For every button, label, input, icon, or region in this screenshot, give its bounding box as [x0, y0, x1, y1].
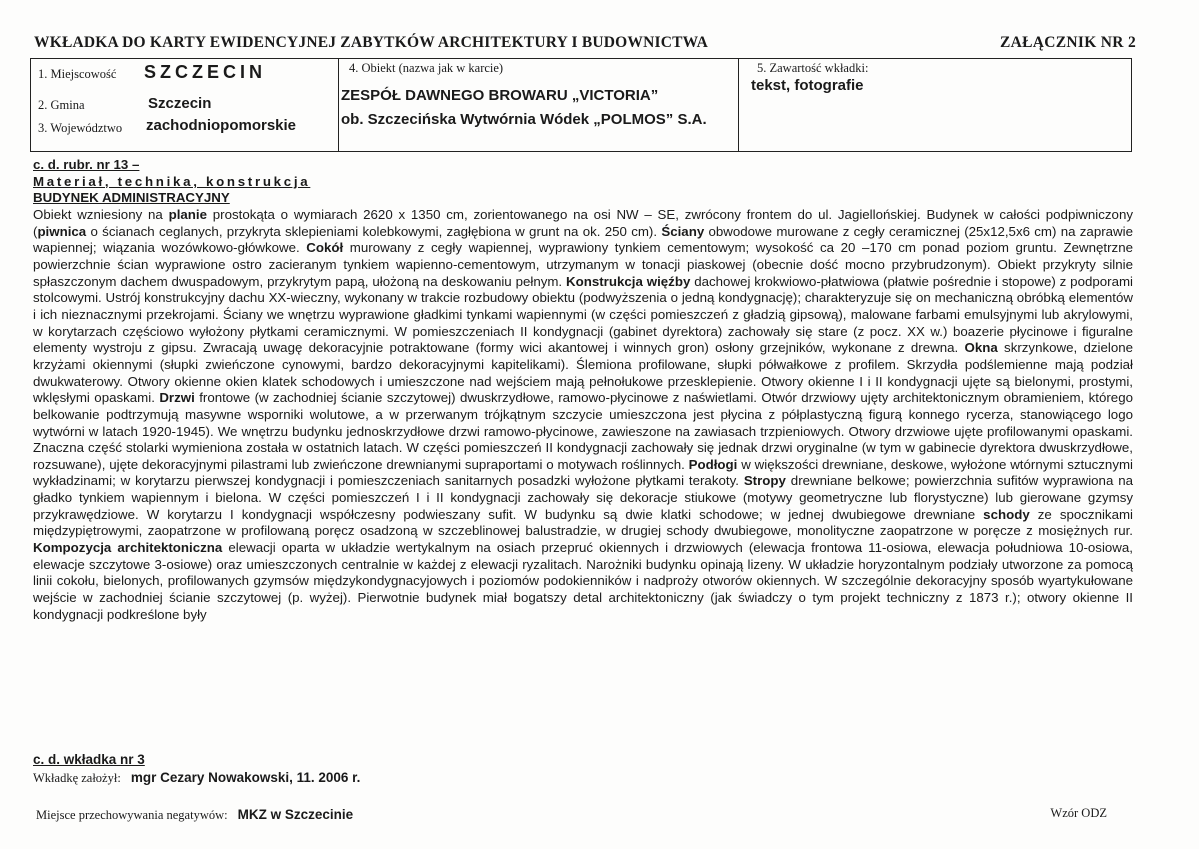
wojewodztwo-value: zachodniopomorskie [146, 117, 297, 134]
footer [33, 752, 1133, 787]
building-name: BUDYNEK ADMINISTRACYJNY [33, 190, 230, 206]
gmina-value: Szczecin [148, 95, 212, 112]
negatives-label: Miejsce przechowywania negatywów: [36, 808, 228, 822]
negatives-value: MKZ w Szczecinie [237, 807, 354, 822]
annex-number: ZAŁĄCZNIK NR 2 [1000, 34, 1136, 51]
author-label: Wkładkę założył: [33, 771, 121, 785]
table-divider [338, 59, 339, 151]
table-divider [738, 59, 739, 151]
object-sub: ob. Szczecińska Wytwórnia Wódek „POLMOS” S.A. [341, 111, 707, 128]
header-table [30, 58, 1132, 152]
object-label: 4. Obiekt (nazwa jak w karcie) [349, 61, 504, 75]
negatives-line [36, 806, 353, 824]
description-block [33, 157, 1133, 623]
miejscowosc-value: SZCZECIN [144, 62, 266, 82]
form-title: WKŁADKA DO KARTY EWIDENCYJNEJ ZABYTKÓW ARCHITEKTURY I BUDOWNICTWA [34, 34, 709, 51]
object-name: ZESPÓŁ DAWNEGO BROWARU „VICTORIA” [341, 87, 659, 104]
wojewodztwo-label: 3. Województwo [38, 121, 123, 135]
author-value: mgr Cezary Nowakowski, 11. 2006 r. [130, 770, 361, 785]
description-text: Obiekt wzniesiony na planie prostokąta o wymiarach 2620 x 1350 cm, zorientowanego na osi NW – SE, zwrócony frontem do ul. Jagiellońskiej. Budynek w całości podpiwniczony (piwnica o ścianach ceglanych, przykryta sklepieniami kolebkowymi, zagłębiona w grunt na ok. 250 cm). Ściany obwodowe murowane z cegły ceramicznej (25x12,5x6 cm) na zaprawie wapiennej; wiązania wozówkowo-główkowe. Cokół murowany z cegły wapiennej, wyprawiony tynkiem cementowym; wysokość ca 20 –170 cm ponad poziom gruntu. Zewnętrzne powierzchnie ścian wyprawione ostro zacieranym tynkiem wapienno-cementowym, utrzymanym w tonacji piaskowej (obecnie dość mocno przybrudzonym). Obiekt przykryty silnie spłaszczonym dachem dwuspadowym, przykrytym papą, ułożoną na deskowaniu pełnym. Konstrukcja więźby dachowej krokwiowo-płatwiowa (płatwie pośrednie i stopowe) z podporami stolcowymi. Ustrój konstrukcyjny dachu XX-wieczny, wykonany w trakcie rozbudowy obiektu (podwyższenia o jedną kondygnację); charakteryzuje się on mechaniczną obróbką elementów i ich nieznacznymi przekrojami. Ściany we wnętrzu wyprawione gładkimi tynkami wapiennymi (w części pomieszczeń z gładzią gipsową), malowane farbami emulsyjnymi lub akrylowymi, w korytarzach częściowo wyłożony płytkami ceramicznymi. W pomieszczeniach II kondygnacji (gabinet dyrektora) zachowały się stare (z pocz. XX w.) boazerie płycinowe i figuralne elementy wystroju z gipsu. Zwracają uwagę dekoracyjnie potraktowane (formy wici akantowej i winnych gron) osłony grzejników, wykonane z drewna. Okna skrzynkowe, dzielone krzyżami okiennymi (słupki zwieńczone cynowymi, bardzo dekoracyjnymi kapitelikami). Ślemiona profilowane, słupki półwałkowe z profilem. Skrzydła podślemienne mają podział dwukwaterowy. Otwory okienne okien klatek schodowych i umieszczone nad wejściem mają pełnołukowe przesklepienie. Otwory okienne I i II kondygnacji ujęte są bielonymi, prostymi, wklęsłymi opaskami. Drzwi frontowe (w zachodniej ścianie szczytowej) dwuskrzydłowe, ramowo-płycinowe z naświetlami. Otwór drzwiowy ujęty architektonicznym obramieniem, którego belkowanie podtrzymują masywne wsporniki wolutowe, a w przerwanym trójkątnym szczycie umieszczona jest płycina z półplastyczną figurą konnego rycerza, stanowiącego logo wytwórni w latach 1920-1945). We wnętrzu budynku jednoskrzydłowe drzwi ramowo-płycinowe, zawieszone na zawiasach trzpieniowych. Otwory drzwiowe ujęte profilowanymi opaskami. Znaczna część stolarki wymieniona została w ostatnich latach. W części pomieszczeń II kondygnacji zachowały się jednak drzwi oryginalne (w tym w gabinecie dyrektora dwuskrzydłowe, rozsuwane), ujęte dekoracyjnymi pilastrami lub zwieńczone drewnianymi supraportami o motywach roślinnych. Podłogi w większości drewniane, deskowe, wyłożone wtórnymi sztucznymi wykładzinami; w korytarzu pierwszej kondygnacji i pomieszczeniach sanitarnych posadzki wyłożone płytkami terakoty. Stropy drewniane belkowe; powierzchnia sufitów wyprawiona na gładko tynkiem wapiennym i bielona. W części pomieszczeń I i II kondygnacji zachowały się dekoracje stiukowe (motywy geometryczne lub florystyczne) lub gierowane gzymsy przykrawędziowe. W korytarzu I kondygnacji współczesny podwieszany sufit. W budynku są dwie klatki schodowe; w jednej dwubiegowe drewniane schody ze spocznikami międzypiętrowymi, zaopatrzone w profilowaną poręcz osadzoną w szczeblinowej balustradzie, w drugiej schody dwubiegowe, monolityczne zaopatrzone w poręcze z mosiężnych rur. Kompozycja architektoniczna elewacji oparta w układzie wertykalnym na osiach przepruć okiennych i drzwiowych (elewacja frontowa 11-osiowa, elewacja południowa 10-osiowa, elewacje szczytowe 3-osiowe) oraz umieszczonych centralnie w każdej z elewacji ryzalitach. Narożniki budynku opinają lizeny. W układzie horyzontalnym podziały utworzone za pomocą linii cokołu, bielonych, profilowanych gzymsów międzykondygnacyjowych i poziomów podokienników i nadproży otworów okiennych. W szczególnie dekoracyjny sposób wyartykułowane wejście w zachodniej ścianie szczytowej (p. wyżej). Pierwotnie budynek miał bogatszy detal architektoniczny (jak świadczy o tym projekt techniczny z 1873 r.); otwory okienne II kondygnacji podkreślone były [33, 206, 1134, 622]
section-title: Materiał, technika, konstrukcja [33, 173, 311, 189]
continuation-note: c. d. wkładka nr 3 [33, 752, 145, 767]
content-value: tekst, fotografie [751, 77, 864, 94]
rubric-continuation: c. d. rubr. nr 13 – [33, 157, 140, 172]
content-label: 5. Zawartość wkładki: [757, 61, 869, 75]
gmina-label: 2. Gmina [38, 98, 85, 112]
miejscowosc-label: 1. Miejscowość [38, 67, 117, 81]
template-id: Wzór ODZ [1050, 806, 1107, 820]
